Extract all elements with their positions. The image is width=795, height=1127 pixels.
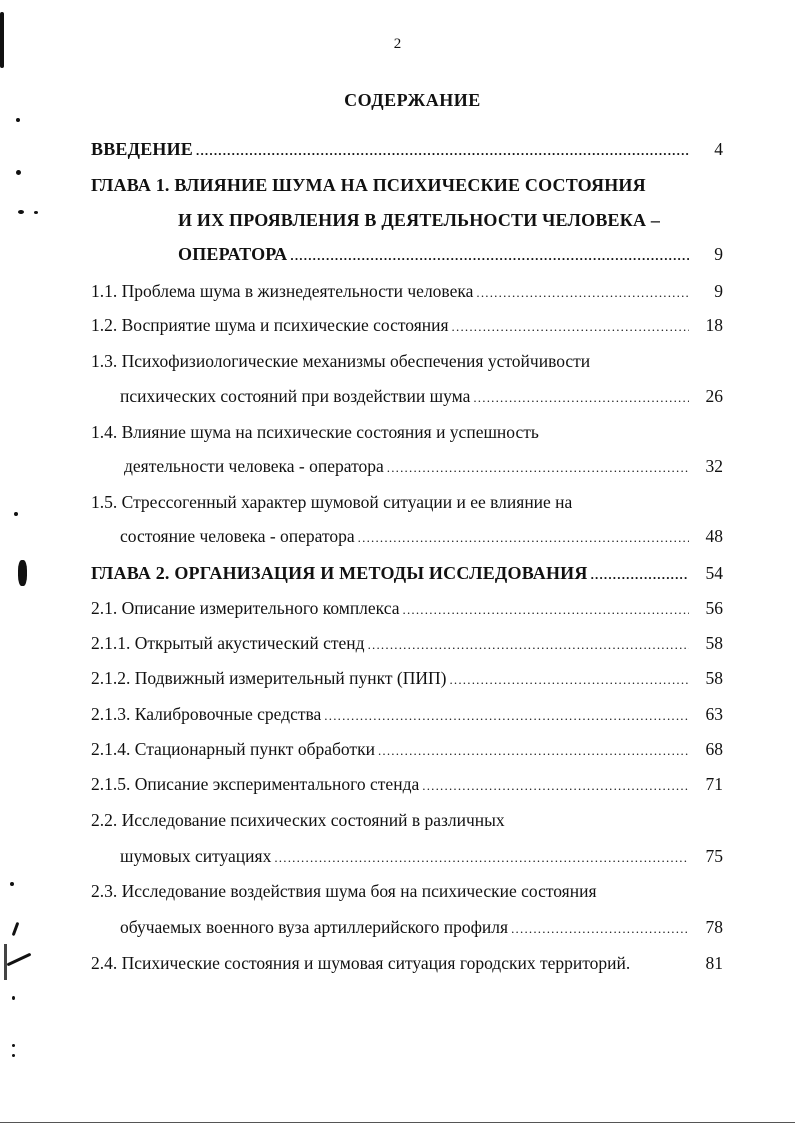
toc-entry-text: деятельности человека - оператора <box>124 456 384 476</box>
toc-entry-2-1-3 <box>91 701 689 727</box>
scan-speck <box>10 882 14 886</box>
toc-entry-text: 1.1. Проблема шума в жизнедеятельности человека <box>91 281 474 301</box>
page-number: 2 <box>393 36 402 52</box>
toc-page-number: 18 <box>705 315 723 335</box>
toc-entry-text: ГЛАВА 2. ОРГАНИЗАЦИЯ И МЕТОДЫ ИССЛЕДОВАНИЯ <box>91 563 588 583</box>
toc-page-number: 9 <box>714 244 723 264</box>
scan-speck <box>14 512 18 516</box>
page-bottom-edge <box>0 1122 795 1123</box>
scan-speck <box>16 170 21 175</box>
scan-speck <box>16 118 20 122</box>
toc-entry-2-1-2 <box>91 665 689 691</box>
toc-entry-2-1-4 <box>91 736 689 762</box>
toc-entry-1-5-line-1: 1.5. Стрессогенный характер шумовой ситуации и ее влияние на <box>91 492 573 512</box>
scan-speck <box>12 1054 15 1057</box>
toc-entry-text: 2.1.2. Подвижный измерительный пункт (ПИП) <box>91 668 447 688</box>
toc-page-number: 26 <box>705 386 723 406</box>
toc-chapter-1-line-2: И ИХ ПРОЯВЛЕНИЯ В ДЕЯТЕЛЬНОСТИ ЧЕЛОВЕКА – <box>178 210 661 230</box>
toc-entry-text: ОПЕРАТОРА <box>178 244 288 264</box>
toc-page-number: 58 <box>705 633 723 653</box>
toc-entry-text: 2.1. Описание измерительного комплекса <box>91 598 400 618</box>
toc-entry-2-4: 2.4. Психические состояния и шумовая ситуация городских территорий. <box>91 953 631 973</box>
toc-chapter-1-line-1: ГЛАВА 1. ВЛИЯНИЕ ШУМА НА ПСИХИЧЕСКИЕ СОСТОЯНИЯ <box>91 175 646 195</box>
scan-speck <box>12 996 15 1000</box>
toc-entry-text: ВВЕДЕНИЕ <box>91 139 194 159</box>
toc-entry-text: 2.1.1. Открытый акустический стенд <box>91 633 365 653</box>
toc-entry-2-1-1 <box>91 630 689 656</box>
toc-entry-2-1-5 <box>91 771 689 797</box>
toc-page-number: 32 <box>705 456 723 476</box>
toc-entry-2-3-line-1: 2.3. Исследование воздействия шума боя на психические состояния <box>91 881 597 901</box>
toc-page-number: 56 <box>705 598 723 618</box>
toc-page-number: 78 <box>705 917 723 937</box>
scan-speck <box>12 1044 15 1047</box>
toc-entry-1-4-line-2 <box>124 453 689 479</box>
toc-entry-text: обучаемых военного вуза артиллерийского профиля <box>120 917 509 937</box>
toc-entry-text: 2.1.4. Стационарный пункт обработки <box>91 739 375 759</box>
toc-chapter-2 <box>91 560 689 586</box>
toc-page-number: 58 <box>705 668 723 688</box>
toc-entry-1-3-line-2 <box>120 383 689 409</box>
toc-entry-text: 1.2. Восприятие шума и психические состояния <box>91 315 449 335</box>
toc-page-number: 4 <box>714 139 723 159</box>
toc-entry-introduction <box>91 136 689 162</box>
toc-page-number: 63 <box>705 704 723 724</box>
toc-page-number: 9 <box>714 281 723 301</box>
scan-blot <box>18 560 27 586</box>
toc-entry-text: 2.1.5. Описание экспериментального стенда <box>91 774 420 794</box>
scan-speck <box>18 210 24 214</box>
toc-chapter-1-line-3 <box>178 241 689 267</box>
toc-entry-text: психических состояний при воздействии шума <box>120 386 471 406</box>
toc-entry-2-1 <box>91 595 689 621</box>
scan-edge-mark <box>4 944 7 980</box>
scan-speck <box>34 211 38 214</box>
toc-entry-text: шумовых ситуациях <box>120 846 272 866</box>
toc-page-number: 54 <box>705 563 723 583</box>
toc-page-number: 75 <box>705 846 723 866</box>
toc-entry-text: состояние человека - оператора <box>120 526 355 546</box>
toc-entry-2-3-line-2 <box>120 914 689 940</box>
toc-page-number: 48 <box>705 526 723 546</box>
toc-entry-1-4-line-1: 1.4. Влияние шума на психические состояния и успешность <box>91 422 539 442</box>
toc-entry-1-2 <box>91 312 689 338</box>
toc-entry-1-1 <box>91 278 689 304</box>
toc-page-number: 81 <box>705 953 723 973</box>
scan-edge-mark <box>0 12 4 68</box>
toc-entry-1-3-line-1: 1.3. Психофизиологические механизмы обеспечения устойчивости <box>91 351 591 371</box>
toc-entry-1-5-line-2 <box>120 523 689 549</box>
toc-page-number: 71 <box>705 774 723 794</box>
page-title: СОДЕРЖАНИЕ <box>344 90 481 110</box>
toc-entry-text: 2.1.3. Калибровочные средства <box>91 704 322 724</box>
toc-page-number: 68 <box>705 739 723 759</box>
toc-entry-2-2-line-2 <box>120 843 689 869</box>
toc-entry-2-2-line-1: 2.2. Исследование психических состояний в различных <box>91 810 505 830</box>
